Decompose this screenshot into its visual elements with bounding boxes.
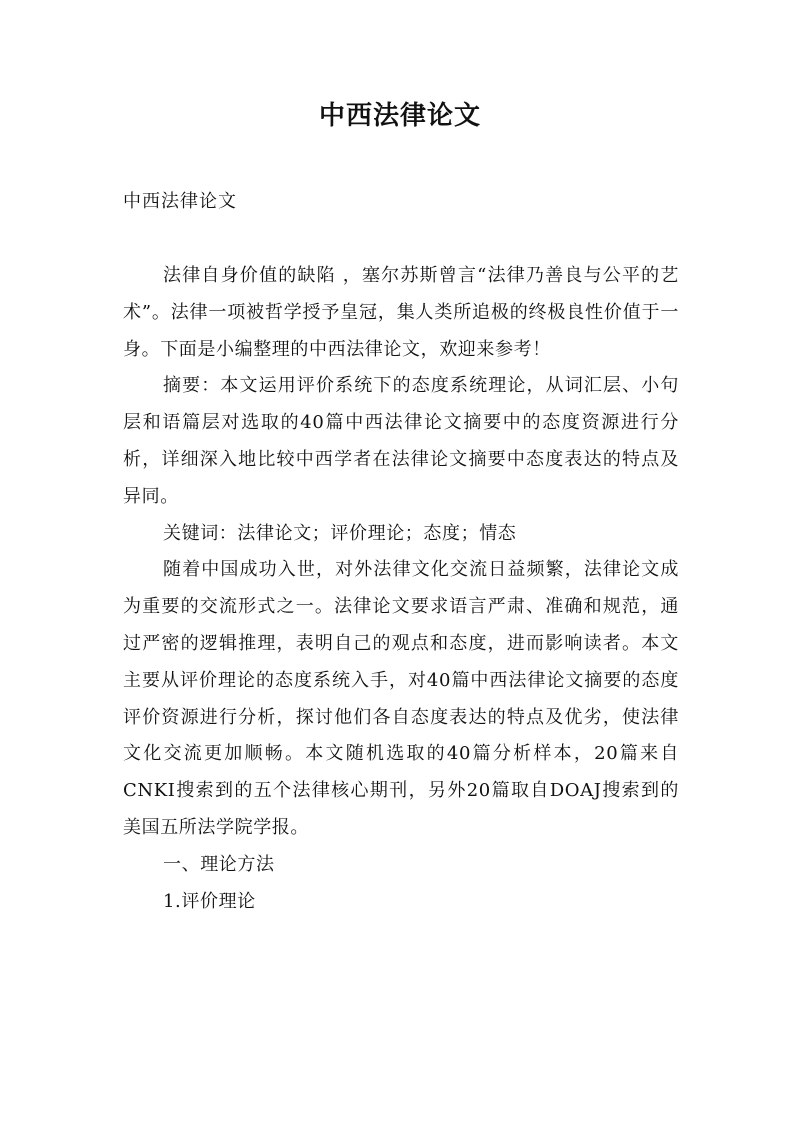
intro-paragraph: 法律自身价值的缺陷 ，塞尔苏斯曾言“法律乃善良与公平的艺术”。法律一项被哲学授予皇冠，集人类所追极的终极良性价值于一身。下面是小编整理的中西法律论文，欢迎来参考！ bbox=[123, 265, 679, 360]
section-heading: 一、理论方法 bbox=[163, 853, 275, 875]
document-body bbox=[123, 258, 679, 920]
introduction-paragraph: 随着中国成功入世，对外法律文化交流日益频繁，法律论文成为重要的交流形式之一。法律论文要求语言严肃、准确和规范，通过严密的逻辑推理，表明自己的观点和态度，进而影响读者。本文主要从评价理论的态度系统入手，对40篇中西法律论文摘要的态度评价资源进行分析，探讨他们各自态度表达的特点及优劣，使法律文化交流更加顺畅。本文随机选取的40篇分析样本，20篇来自CNKI搜索到的五个法律核心期刊，另外20篇取自DOAJ搜索到的美国五所法学院学报。 bbox=[123, 559, 679, 838]
document-title: 中西法律论文 bbox=[318, 101, 481, 131]
document-subtitle: 中西法律论文 bbox=[123, 191, 237, 212]
abstract-paragraph: 摘要：本文运用评价系统下的态度系统理论，从词汇层、小句层和语篇层对选取的40篇中西法律论文摘要中的态度资源进行分析，详细深入地比较中西学者在法律论文摘要中态度表达的特点及异同。 bbox=[123, 375, 679, 507]
subsection-heading: 1.评价理论 bbox=[163, 890, 256, 912]
keywords-paragraph: 关键词：法律论文；评价理论；态度；情态 bbox=[163, 522, 517, 544]
